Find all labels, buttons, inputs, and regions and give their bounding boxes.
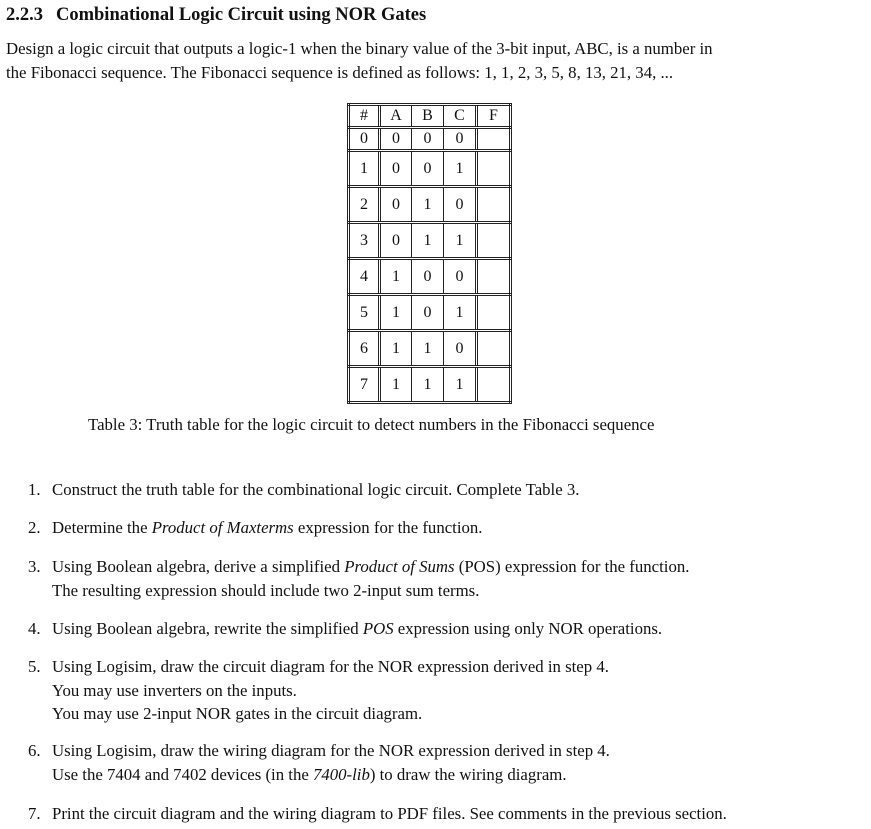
step-text-pre: Use the 7404 and 7402 devices (in the	[52, 764, 313, 784]
cell-number: 5	[349, 295, 380, 331]
cell-b: 0	[412, 295, 444, 331]
table-row	[349, 151, 511, 187]
step-number: 6.	[28, 741, 41, 760]
table-row	[349, 128, 511, 151]
cell-f	[477, 128, 511, 151]
section-heading	[6, 4, 426, 26]
cell-b: 1	[412, 331, 444, 367]
cell-a: 0	[380, 128, 412, 151]
cell-c: 1	[444, 367, 477, 403]
truth-table	[347, 103, 512, 404]
step-text-line-2: You may use inverters on the inputs.	[52, 680, 297, 700]
step-text-pre: Determine the	[52, 518, 152, 537]
step-text-post: (POS) expression for the function.	[454, 557, 690, 576]
header-c: C	[444, 105, 477, 128]
cell-a: 0	[380, 151, 412, 187]
cell-f	[477, 367, 511, 403]
cell-c: 0	[444, 128, 477, 151]
step-text-em: 7400-lib	[312, 764, 370, 784]
step-text-em: POS	[362, 619, 394, 638]
cell-c: 1	[444, 295, 477, 331]
step-text: Using Logisim, draw the circuit diagram for the NOR expression derived in step 4.	[52, 657, 609, 676]
cell-c: 0	[444, 259, 477, 295]
cell-b: 0	[412, 151, 444, 187]
step-text-pre: Using Boolean algebra, rewrite the simplified	[52, 619, 363, 638]
table-row	[349, 259, 511, 295]
step-text: Construct the truth table for the combinational logic circuit. Complete Table 3.	[52, 480, 580, 499]
step-text: Using Logisim, draw the wiring diagram for the NOR expression derived in step 4.	[52, 741, 610, 760]
cell-a: 0	[380, 223, 412, 259]
step-number: 1.	[28, 480, 41, 499]
cell-f	[477, 223, 511, 259]
step-text-post: expression for the function.	[293, 518, 483, 537]
step-text	[52, 516, 482, 540]
table-row	[349, 187, 511, 223]
cell-a: 1	[380, 259, 412, 295]
cell-a: 1	[380, 295, 412, 331]
table-row	[349, 223, 511, 259]
header-b: B	[412, 105, 444, 128]
cell-f	[477, 331, 511, 367]
step-number: 4.	[28, 619, 41, 638]
step-text-pre: Using Boolean algebra, derive a simplified	[52, 557, 345, 576]
cell-number: 0	[349, 128, 380, 151]
section-title: Combinational Logic Circuit using NOR Gates	[56, 5, 427, 25]
intro-paragraph	[6, 37, 868, 85]
cell-a: 1	[380, 367, 412, 403]
table-row	[349, 331, 511, 367]
cell-number: 1	[349, 151, 380, 187]
cell-b: 1	[412, 223, 444, 259]
cell-number: 6	[349, 331, 380, 367]
step-number: 7.	[28, 804, 41, 823]
intro-line-1: Design a logic circuit that outputs a logic-1 when the binary value of the 3-bit input, ABC, is a number in	[6, 39, 713, 58]
cell-f	[477, 151, 511, 187]
header-number: #	[349, 105, 380, 128]
step-number: 5.	[28, 657, 41, 676]
cell-a: 0	[380, 187, 412, 223]
cell-a: 1	[380, 331, 412, 367]
step-text-line-2	[52, 763, 610, 787]
step-text	[52, 555, 689, 579]
cell-f	[477, 295, 511, 331]
step-number: 3.	[28, 557, 41, 576]
cell-number: 7	[349, 367, 380, 403]
cell-number: 2	[349, 187, 380, 223]
cell-f	[477, 259, 511, 295]
header-a: A	[380, 105, 412, 128]
cell-c: 1	[444, 223, 477, 259]
table-caption: Table 3: Truth table for the logic circuit to detect numbers in the Fibonacci sequence	[88, 415, 655, 434]
cell-b: 1	[412, 367, 444, 403]
header-f: F	[477, 105, 511, 128]
section-number: 2.2.3	[6, 5, 43, 25]
cell-number: 3	[349, 223, 380, 259]
cell-c: 1	[444, 151, 477, 187]
table-row	[349, 295, 511, 331]
step-number: 2.	[28, 518, 41, 537]
intro-line-2: the Fibonacci sequence. The Fibonacci sequence is defined as follows: 1, 1, 2, 3, 5, 8, 13, 21, 34, ...	[6, 63, 674, 82]
step-text-line-3: You may use 2-input NOR gates in the circuit diagram.	[52, 704, 423, 723]
cell-b: 0	[412, 259, 444, 295]
step-text: Print the circuit diagram and the wiring diagram to PDF files. See comments in the previous section.	[52, 804, 727, 823]
table-row	[349, 367, 511, 403]
truth-table-header-row	[349, 105, 511, 128]
cell-f	[477, 187, 511, 223]
cell-b: 0	[412, 128, 444, 151]
step-text	[52, 617, 662, 641]
step-text-post: ) to draw the wiring diagram.	[369, 764, 567, 784]
step-text-em: Product of Maxterms	[151, 518, 294, 537]
cell-c: 0	[444, 187, 477, 223]
cell-c: 0	[444, 331, 477, 367]
step-text-line-2: The resulting expression should include two 2-input sum terms.	[52, 580, 480, 600]
step-text-em: Product of Sums	[344, 557, 455, 576]
cell-number: 4	[349, 259, 380, 295]
cell-b: 1	[412, 187, 444, 223]
step-text-post: expression using only NOR operations.	[393, 619, 663, 638]
